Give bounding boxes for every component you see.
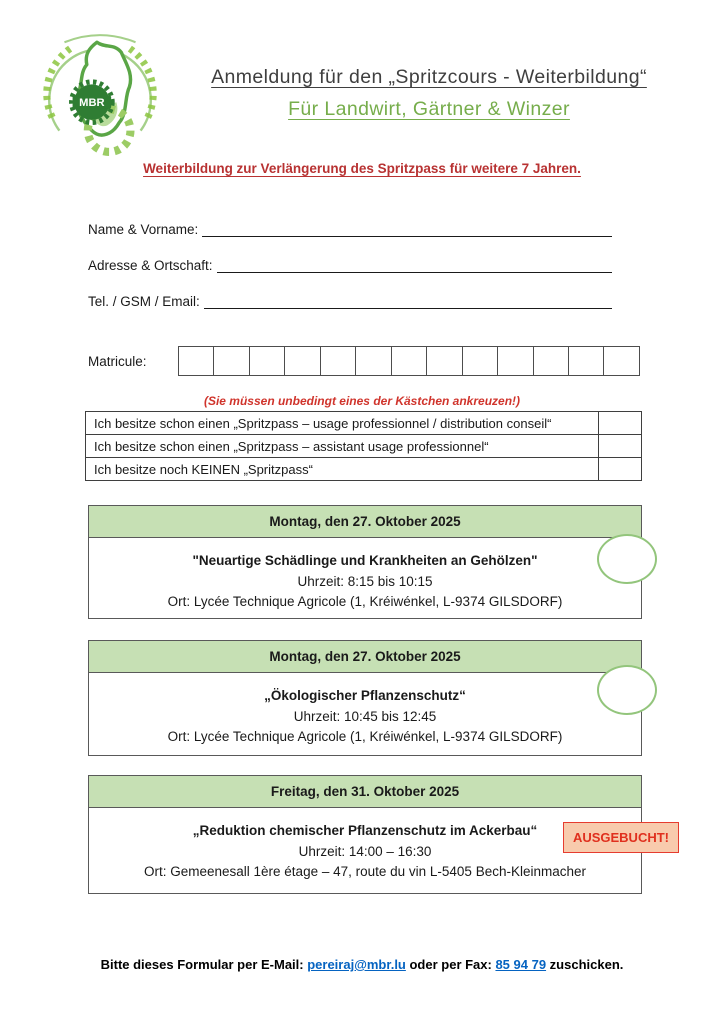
matricule-cell[interactable] [568, 346, 605, 376]
event-card-3 [88, 775, 669, 894]
name-field-row [88, 220, 612, 237]
matricule-cell[interactable] [284, 346, 321, 376]
fax-link[interactable]: 85 94 79 [495, 957, 547, 972]
event-time: Uhrzeit: 10:45 bis 12:45 [293, 709, 437, 724]
matricule-cell[interactable] [249, 346, 286, 376]
event-location: Ort: Gemeenesall 1ère étage – 47, route du vin L-5405 Bech-Kleinmacher [143, 864, 586, 879]
footer-text-suffix: zuschicken. [546, 957, 624, 972]
checkbox-assistant-usage[interactable] [598, 435, 641, 457]
matricule-cell[interactable] [178, 346, 215, 376]
email-link[interactable]: pereiraj@mbr.lu [307, 957, 406, 972]
table-row-label: Ich besitze schon einen „Spritzpass – assistant usage professionnel“ [94, 438, 489, 454]
submission-instructions [0, 957, 724, 972]
event-location: Ort: Lycée Technique Agricole (1, Kréiwénkel, L-9374 GILSDORF) [167, 729, 563, 744]
spritzpass-status-table [85, 411, 642, 481]
address-field-label: Adresse & Ortschaft: [88, 258, 213, 273]
page-subtitle: Für Landwirt, Gärtner & Winzer [288, 98, 570, 121]
name-field-input[interactable] [202, 219, 612, 237]
event-time: Uhrzeit: 8:15 bis 10:15 [297, 574, 433, 589]
circle-mark-icon [597, 534, 657, 584]
sold-out-badge: AUSGEBUCHT! [563, 822, 679, 853]
matricule-cell[interactable] [533, 346, 570, 376]
mbr-logo-text: MBR [79, 97, 105, 110]
phone-email-field-label: Tel. / GSM / Email: [88, 294, 200, 309]
event-card-2 [88, 640, 642, 756]
phone-email-field-row [88, 292, 612, 309]
event-title: „Reduktion chemischer Pflanzenschutz im Ackerbau“ [192, 823, 538, 838]
footer-text-middle: oder per Fax: [405, 957, 496, 972]
matricule-cell[interactable] [355, 346, 392, 376]
event-details [89, 808, 641, 882]
event-details [89, 538, 641, 612]
matricule-cell[interactable] [426, 346, 463, 376]
header [148, 66, 710, 122]
checkbox-note: (Sie müssen unbedingt eines der Kästchen ankreuzen!) [203, 394, 521, 408]
event-date-header: Freitag, den 31. Oktober 2025 [89, 776, 641, 808]
matricule-cell[interactable] [320, 346, 357, 376]
event-location: Ort: Lycée Technique Agricole (1, Kréiwénkel, L-9374 GILSDORF) [167, 594, 563, 609]
name-field-label: Name & Vorname: [88, 222, 199, 237]
matricule-cell[interactable] [391, 346, 428, 376]
event-title: "Neuartige Schädlinge und Krankheiten an Gehölzen" [192, 553, 538, 568]
circle-mark-icon [597, 665, 657, 715]
page-title: Anmeldung für den „Spritzcours - Weiterbildung“ [211, 66, 647, 88]
table-row-label: Ich besitze noch KEINEN „Spritzpass“ [94, 461, 313, 477]
event-details [89, 673, 641, 747]
matricule-cell[interactable] [213, 346, 250, 376]
table-row [86, 457, 641, 480]
event-date-header: Montag, den 27. Oktober 2025 [89, 641, 641, 673]
matricule-label: Matricule: [88, 353, 147, 369]
matricule-row [88, 346, 640, 376]
address-field-input[interactable] [217, 255, 612, 273]
contact-fields [88, 220, 612, 328]
event-date-header: Montag, den 27. Oktober 2025 [89, 506, 641, 538]
checkbox-kein-spritzpass[interactable] [598, 458, 641, 480]
validity-notice: Weiterbildung zur Verlängerung des Spritzpass für weitere 7 Jahren. [143, 161, 581, 176]
matricule-cell[interactable] [462, 346, 499, 376]
checkbox-usage-professionnel[interactable] [598, 412, 641, 434]
address-field-row [88, 256, 612, 273]
mbr-logo-graphic [34, 26, 166, 158]
matricule-cell[interactable] [603, 346, 640, 376]
table-row [86, 412, 641, 434]
event-title: „Ökologischer Pflanzenschutz“ [264, 688, 466, 703]
event-time: Uhrzeit: 14:00 – 16:30 [298, 844, 432, 859]
matricule-grid [178, 346, 640, 376]
event-card-1 [88, 505, 642, 619]
mbr-logo [34, 26, 166, 158]
matricule-cell[interactable] [497, 346, 534, 376]
footer-text-prefix: Bitte dieses Formular per E-Mail: [100, 957, 308, 972]
table-row [86, 434, 641, 457]
phone-email-field-input[interactable] [204, 291, 612, 309]
table-row-label: Ich besitze schon einen „Spritzpass – usage professionnel / distribution conseil“ [94, 415, 552, 431]
